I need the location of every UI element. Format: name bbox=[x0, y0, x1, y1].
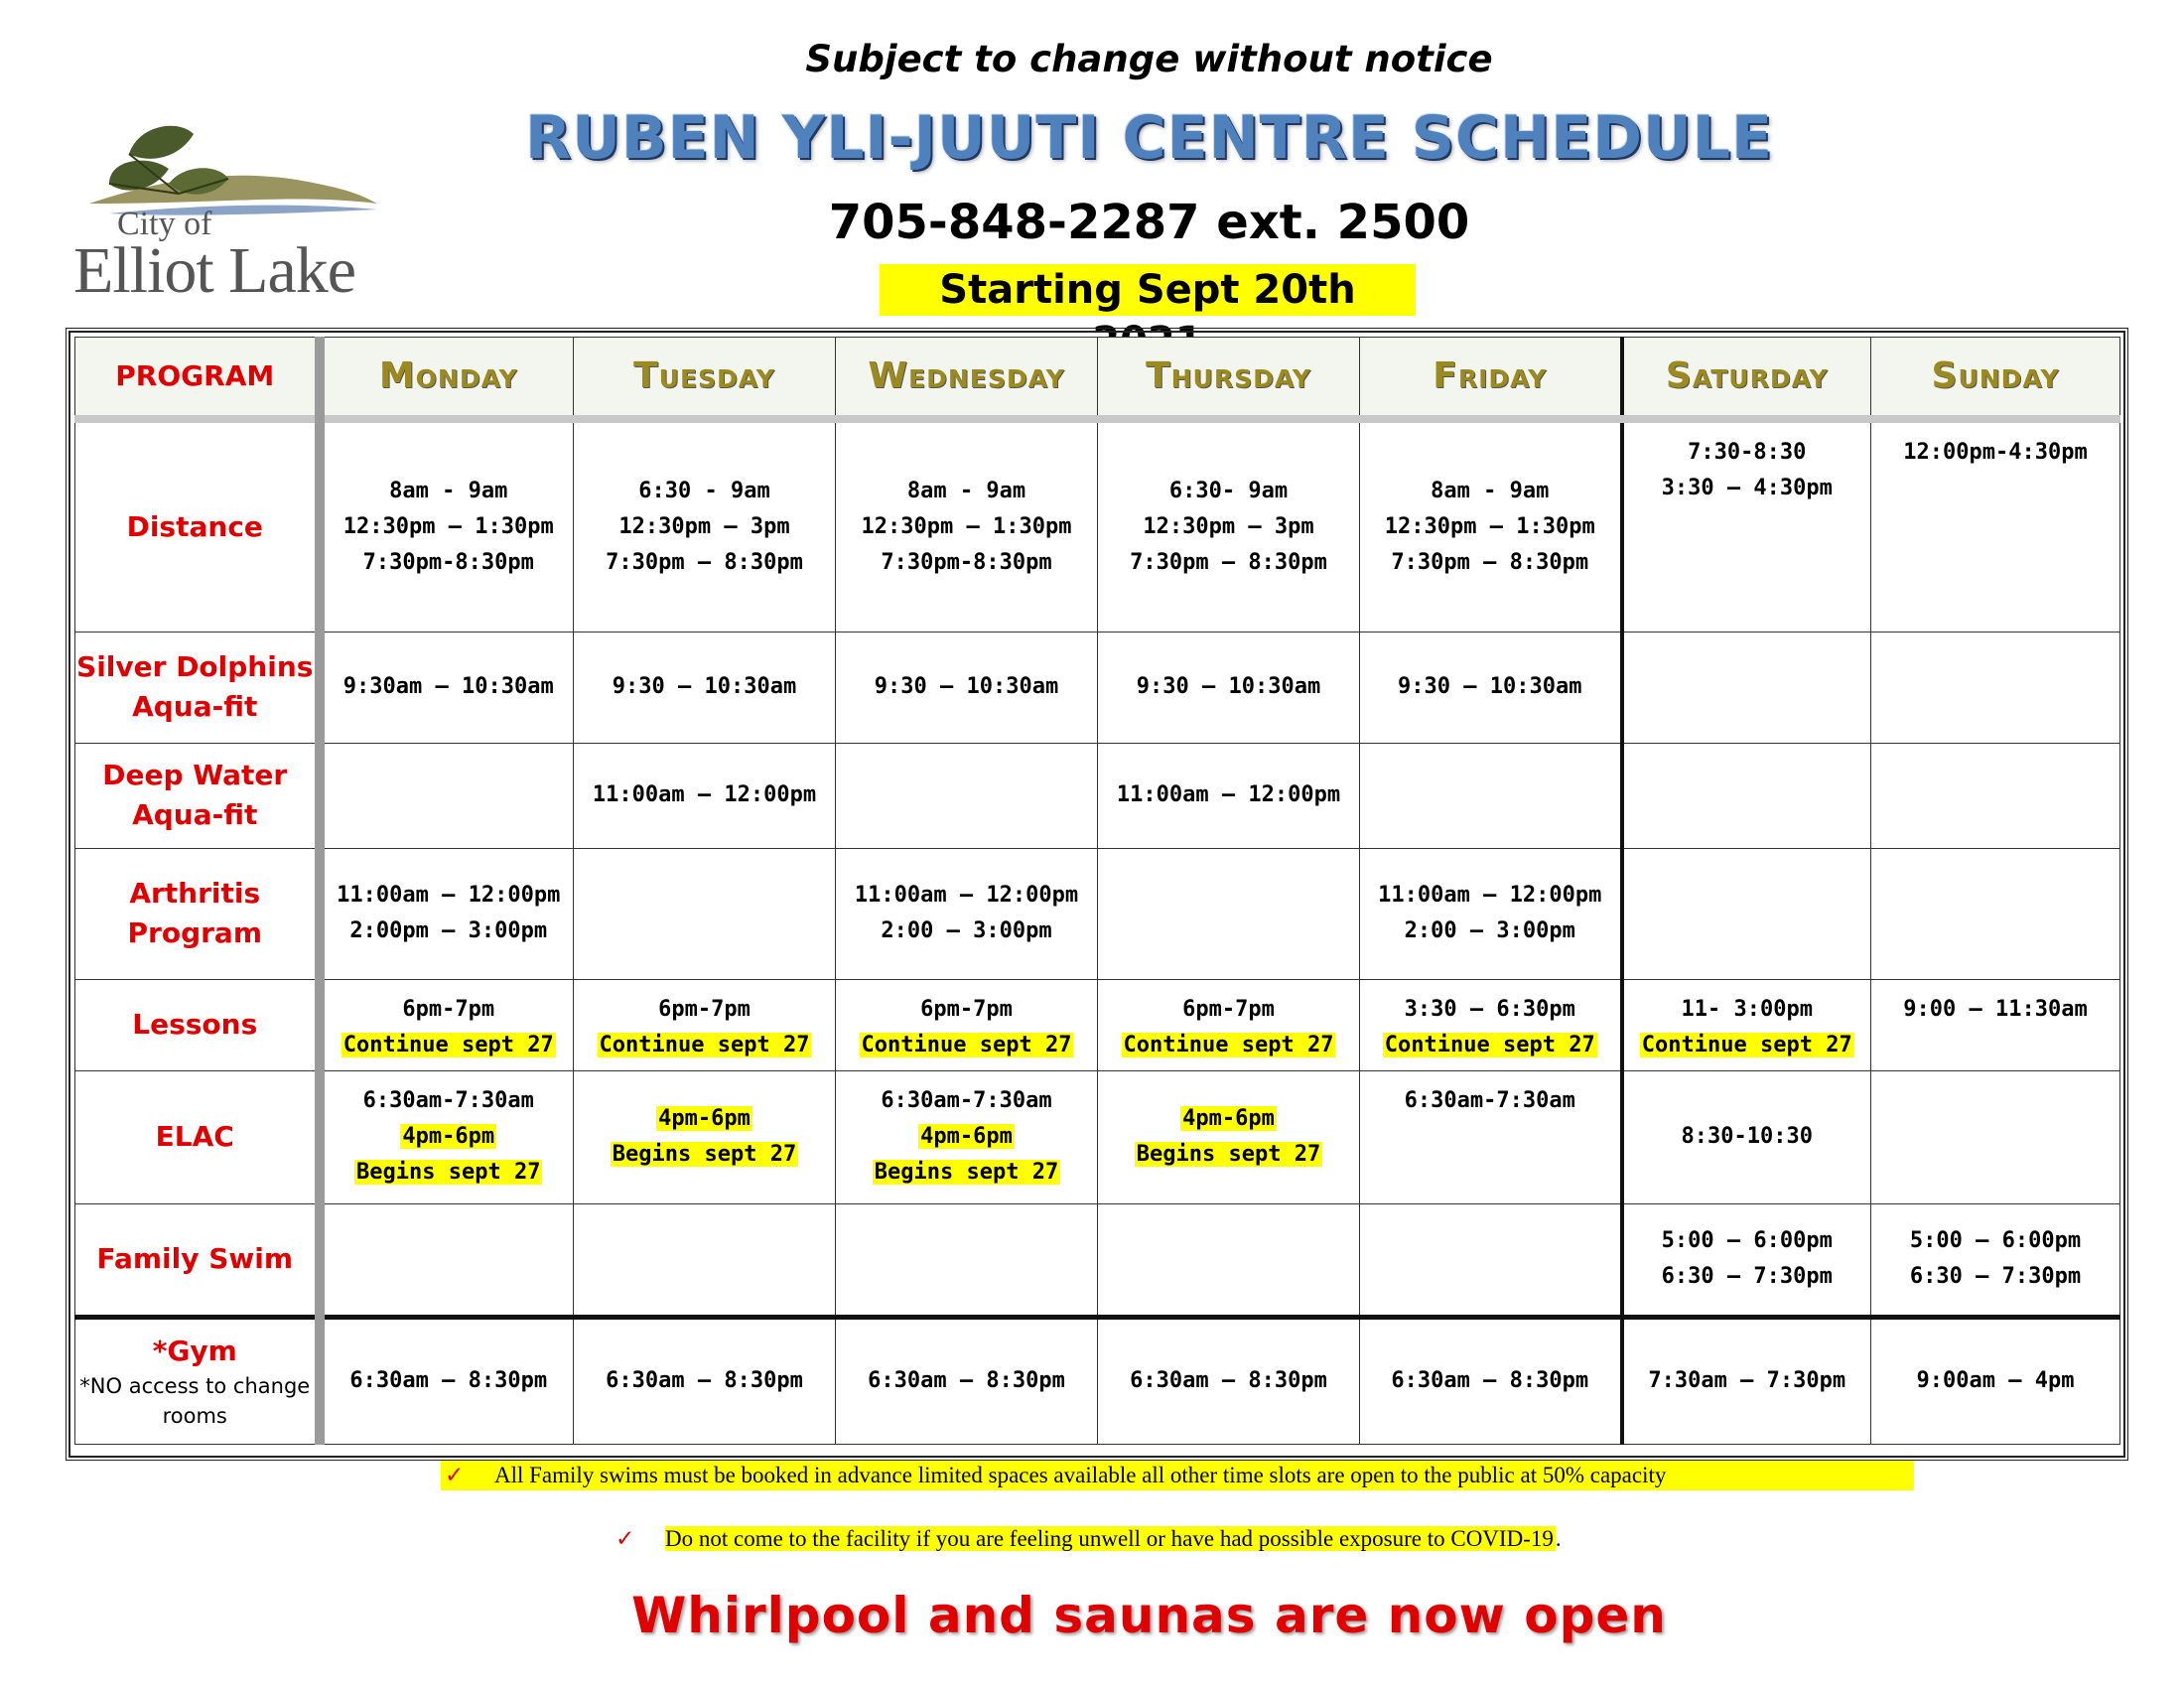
time-slot bbox=[836, 1028, 1097, 1063]
time-slot bbox=[1360, 509, 1620, 545]
schedule-cell bbox=[836, 1203, 1098, 1317]
time-slot bbox=[1098, 1137, 1359, 1173]
day-header-5: Friday bbox=[1360, 338, 1622, 420]
time-slot-text: 3:30 – 6:30pm bbox=[1404, 996, 1575, 1022]
time-slot bbox=[1098, 1363, 1359, 1399]
time-slot bbox=[836, 509, 1097, 545]
time-slot-text: Continue sept 27 bbox=[599, 1032, 810, 1057]
program-label: Family Swim bbox=[96, 1242, 294, 1275]
program-name bbox=[75, 632, 320, 743]
time-slot bbox=[836, 1363, 1097, 1399]
schedule-cell bbox=[320, 743, 574, 848]
program-label: Distance bbox=[126, 509, 263, 543]
checkmark-icon: ✓ bbox=[615, 1526, 635, 1551]
time-slot bbox=[1871, 1363, 2119, 1399]
time-slot bbox=[1360, 992, 1620, 1028]
time-slot-text: 9:30 – 10:30am bbox=[874, 674, 1059, 699]
bullet-text: Do not come to the facility if you are feeling unwell or have had possible exposure to COVID-19 bbox=[665, 1526, 1554, 1551]
table-row bbox=[75, 419, 2120, 632]
time-slot-text: 7:30pm – 8:30pm bbox=[606, 549, 803, 575]
time-slot bbox=[574, 1101, 835, 1137]
time-slot bbox=[836, 914, 1097, 949]
time-slot bbox=[1098, 509, 1359, 545]
program-label: ELAC bbox=[155, 1120, 234, 1153]
time-slot-text: 2:00pm – 3:00pm bbox=[349, 918, 548, 943]
time-slot-text: 8am - 9am bbox=[906, 478, 1026, 503]
time-slot bbox=[1360, 1028, 1620, 1063]
schedule-cell bbox=[574, 1070, 836, 1203]
time-slot bbox=[325, 509, 574, 545]
time-slot-text: Continue sept 27 bbox=[342, 1032, 554, 1057]
time-slot bbox=[1624, 1259, 1871, 1295]
time-slot-text: 6:30am – 8:30pm bbox=[1130, 1368, 1327, 1393]
schedule-cell bbox=[1871, 419, 2120, 632]
time-slot-text: 12:30pm – 1:30pm bbox=[1384, 513, 1595, 539]
time-slot-text: 7:30pm – 8:30pm bbox=[1130, 549, 1327, 575]
program-label: Deep Water Aqua-fit bbox=[102, 759, 288, 831]
time-slot bbox=[1098, 777, 1359, 813]
schedule-cell bbox=[1098, 979, 1360, 1070]
time-slot bbox=[836, 878, 1097, 914]
time-slot bbox=[325, 669, 574, 705]
program-name bbox=[75, 979, 320, 1070]
time-slot bbox=[836, 545, 1097, 581]
time-slot-text: 6:30am – 8:30pm bbox=[868, 1368, 1065, 1393]
time-slot-text: 7:30pm-8:30pm bbox=[881, 549, 1052, 575]
time-slot-text: 6:30 – 7:30pm bbox=[1661, 1264, 1833, 1289]
schedule-cell bbox=[320, 979, 574, 1070]
time-slot-text: 4pm-6pm bbox=[658, 1106, 751, 1131]
time-slot bbox=[574, 992, 835, 1028]
time-slot-text: 9:30 – 10:30am bbox=[612, 674, 797, 699]
schedule-cell bbox=[1622, 1317, 1871, 1444]
time-slot-text: 12:00pm-4:30pm bbox=[1903, 440, 2088, 465]
time-slot-text: 11:00am – 12:00pm bbox=[1378, 883, 1602, 908]
day-header-7: Sunday bbox=[1871, 338, 2120, 420]
time-slot bbox=[1624, 1363, 1871, 1399]
program-name bbox=[75, 1317, 320, 1444]
program-name bbox=[75, 1203, 320, 1317]
time-slot bbox=[1360, 669, 1620, 705]
time-slot-text: 9:30am – 10:30am bbox=[342, 674, 554, 699]
time-slot-text: 6:30am – 8:30pm bbox=[1391, 1368, 1589, 1393]
time-slot-text: 8am - 9am bbox=[1431, 478, 1550, 503]
bullet-family-swim bbox=[441, 1461, 1914, 1490]
time-slot bbox=[1871, 1259, 2119, 1295]
time-slot bbox=[836, 1119, 1097, 1155]
time-slot-text: 8am - 9am bbox=[389, 478, 508, 503]
time-slot bbox=[1360, 1083, 1620, 1119]
schedule-cell bbox=[1622, 848, 1871, 979]
table-row bbox=[75, 979, 2120, 1070]
program-label: Silver Dolphins Aqua-fit bbox=[76, 650, 314, 723]
schedule-cell bbox=[320, 1203, 574, 1317]
schedule-cell bbox=[574, 419, 836, 632]
time-slot-text: 6:30am-7:30am bbox=[362, 1088, 534, 1113]
time-slot bbox=[325, 1083, 574, 1119]
time-slot bbox=[1624, 1223, 1871, 1259]
time-slot-text: 6:30am – 8:30pm bbox=[606, 1368, 803, 1393]
time-slot bbox=[1098, 545, 1359, 581]
time-slot-text: 6pm-7pm bbox=[402, 996, 495, 1022]
schedule-cell bbox=[836, 419, 1098, 632]
schedule-cell bbox=[836, 848, 1098, 979]
time-slot-text: 2:00 – 3:00pm bbox=[881, 918, 1052, 943]
schedule-cell bbox=[1360, 419, 1622, 632]
time-slot bbox=[836, 1155, 1097, 1191]
schedule-cell bbox=[1871, 1203, 2120, 1317]
start-date-banner: Starting Sept 20th bbox=[880, 264, 1416, 316]
program-label: Lessons bbox=[132, 1008, 258, 1041]
schedule-cell bbox=[1622, 979, 1871, 1070]
time-slot-text: 11:00am – 12:00pm bbox=[592, 782, 817, 807]
time-slot bbox=[574, 777, 835, 813]
schedule-cell bbox=[574, 1203, 836, 1317]
time-slot bbox=[574, 1028, 835, 1063]
schedule-cell bbox=[836, 979, 1098, 1070]
time-slot-text: Begins sept 27 bbox=[1136, 1142, 1321, 1167]
time-slot bbox=[325, 992, 574, 1028]
time-slot bbox=[325, 474, 574, 509]
time-slot bbox=[1098, 992, 1359, 1028]
schedule-cell bbox=[1360, 848, 1622, 979]
time-slot-text: Continue sept 27 bbox=[1641, 1032, 1852, 1057]
day-header-3: Wednesday bbox=[836, 338, 1098, 420]
page-title: RUBEN YLI-JUUTI CENTRE SCHEDULE bbox=[525, 103, 1773, 173]
time-slot bbox=[574, 509, 835, 545]
time-slot bbox=[1360, 878, 1620, 914]
program-name bbox=[75, 743, 320, 848]
time-slot-text: 7:30pm-8:30pm bbox=[362, 549, 534, 575]
time-slot-text: 12:30pm – 3pm bbox=[1143, 513, 1314, 539]
program-note: *NO access to change rooms bbox=[79, 1374, 311, 1428]
time-slot bbox=[574, 669, 835, 705]
time-slot bbox=[1360, 545, 1620, 581]
time-slot bbox=[1871, 435, 2119, 471]
schedule-cell bbox=[320, 1070, 574, 1203]
time-slot bbox=[574, 474, 835, 509]
schedule-cell bbox=[1871, 743, 2120, 848]
time-slot-text: 9:30 – 10:30am bbox=[1136, 674, 1321, 699]
schedule-cell bbox=[574, 1317, 836, 1444]
checkmark-icon: ✓ bbox=[445, 1463, 465, 1487]
schedule-cell bbox=[1098, 632, 1360, 743]
schedule-cell bbox=[836, 743, 1098, 848]
program-name bbox=[75, 848, 320, 979]
time-slot-text: 6:30 – 7:30pm bbox=[1909, 1264, 2082, 1289]
time-slot bbox=[1360, 1363, 1620, 1399]
time-slot-text: 11:00am – 12:00pm bbox=[337, 883, 561, 908]
schedule-cell bbox=[1360, 979, 1622, 1070]
schedule-cell bbox=[574, 979, 836, 1070]
time-slot bbox=[1624, 471, 1871, 506]
time-slot bbox=[574, 545, 835, 581]
time-slot-text: 6pm-7pm bbox=[658, 996, 751, 1022]
program-name bbox=[75, 419, 320, 632]
header-row bbox=[75, 338, 2120, 420]
time-slot-text: 4pm-6pm bbox=[402, 1124, 495, 1149]
table-row bbox=[75, 1203, 2120, 1317]
schedule-cell bbox=[1871, 848, 2120, 979]
schedule-cell bbox=[1360, 632, 1622, 743]
schedule-cell bbox=[574, 743, 836, 848]
schedule-cell bbox=[1098, 743, 1360, 848]
time-slot-text: 5:00 – 6:00pm bbox=[1909, 1228, 2082, 1253]
day-header-6: Saturday bbox=[1622, 338, 1871, 420]
time-slot-text: 6:30am – 8:30pm bbox=[349, 1368, 548, 1393]
schedule-cell bbox=[836, 1070, 1098, 1203]
time-slot bbox=[1360, 914, 1620, 949]
schedule-cell bbox=[836, 1317, 1098, 1444]
time-slot-text: 12:30pm – 3pm bbox=[618, 513, 790, 539]
time-slot bbox=[1098, 474, 1359, 509]
schedule-cell bbox=[320, 1317, 574, 1444]
time-slot-text: 6:30 - 9am bbox=[638, 478, 770, 503]
notice-text: Subject to change without notice bbox=[805, 38, 1493, 80]
schedule-cell bbox=[1360, 1317, 1622, 1444]
schedule-cell bbox=[836, 632, 1098, 743]
schedule-table bbox=[74, 337, 2120, 1445]
program-name bbox=[75, 1070, 320, 1203]
time-slot-text: Continue sept 27 bbox=[1384, 1032, 1595, 1057]
schedule-cell bbox=[1622, 419, 1871, 632]
time-slot bbox=[836, 669, 1097, 705]
schedule-cell bbox=[1098, 848, 1360, 979]
table-row bbox=[75, 1070, 2120, 1203]
time-slot bbox=[1624, 1119, 1871, 1155]
schedule-cell bbox=[1360, 1203, 1622, 1317]
time-slot-text: 7:30pm – 8:30pm bbox=[1391, 549, 1589, 575]
day-header-2: Tuesday bbox=[574, 338, 836, 420]
time-slot-text: 11- 3:00pm bbox=[1681, 996, 1813, 1022]
time-slot bbox=[1098, 669, 1359, 705]
schedule-cell bbox=[574, 848, 836, 979]
schedule-cell bbox=[1622, 1203, 1871, 1317]
time-slot-text: 8:30-10:30 bbox=[1681, 1124, 1813, 1149]
time-slot bbox=[325, 1028, 574, 1063]
schedule-cell bbox=[1360, 743, 1622, 848]
time-slot-text: Continue sept 27 bbox=[1123, 1032, 1334, 1057]
time-slot bbox=[325, 914, 574, 949]
time-slot-text: 7:30-8:30 bbox=[1688, 440, 1807, 465]
program-column-header: PROGRAM bbox=[75, 338, 320, 420]
time-slot-text: 12:30pm – 1:30pm bbox=[861, 513, 1072, 539]
time-slot-text: Begins sept 27 bbox=[356, 1160, 541, 1185]
day-header-4: Thursday bbox=[1098, 338, 1360, 420]
schedule-cell bbox=[1098, 1317, 1360, 1444]
time-slot bbox=[325, 1363, 574, 1399]
schedule-cell bbox=[1098, 1070, 1360, 1203]
time-slot bbox=[325, 878, 574, 914]
logo-name-text: Elliot Lake bbox=[73, 234, 356, 307]
schedule-cell bbox=[574, 632, 836, 743]
day-header-1: Monday bbox=[320, 338, 574, 420]
time-slot bbox=[836, 1083, 1097, 1119]
schedule-cell bbox=[320, 848, 574, 979]
time-slot-text: 4pm-6pm bbox=[1182, 1106, 1275, 1131]
schedule-cell bbox=[1622, 632, 1871, 743]
time-slot bbox=[1098, 1101, 1359, 1137]
table-row bbox=[75, 1317, 2120, 1444]
schedule-cell bbox=[1871, 1070, 2120, 1203]
time-slot-text: 12:30pm – 1:30pm bbox=[342, 513, 554, 539]
schedule-cell bbox=[320, 632, 574, 743]
time-slot-text: 5:00 – 6:00pm bbox=[1661, 1228, 1833, 1253]
time-slot-text: 6:30am-7:30am bbox=[881, 1088, 1052, 1113]
time-slot-text: Begins sept 27 bbox=[612, 1142, 797, 1167]
time-slot bbox=[1871, 992, 2119, 1028]
schedule-cell bbox=[320, 419, 574, 632]
time-slot bbox=[574, 1137, 835, 1173]
time-slot bbox=[1624, 992, 1871, 1028]
logo-city-text: City of bbox=[117, 206, 212, 242]
schedule-cell bbox=[1098, 1203, 1360, 1317]
bullet-text: All Family swims must be booked in advance limited spaces available all other time slots are open to the public at 50% capacity bbox=[494, 1463, 1667, 1487]
time-slot bbox=[836, 992, 1097, 1028]
schedule-cell bbox=[1098, 419, 1360, 632]
time-slot bbox=[836, 474, 1097, 509]
time-slot-text: Begins sept 27 bbox=[874, 1160, 1059, 1185]
program-label: Arthritis Program bbox=[127, 877, 262, 949]
time-slot-text: 9:00am – 4pm bbox=[1916, 1368, 2075, 1393]
schedule-cell bbox=[1622, 743, 1871, 848]
time-slot-text: 3:30 – 4:30pm bbox=[1661, 476, 1833, 500]
time-slot-text: 2:00 – 3:00pm bbox=[1404, 918, 1575, 943]
time-slot bbox=[574, 1363, 835, 1399]
time-slot-text: 7:30am – 7:30pm bbox=[1648, 1368, 1846, 1393]
time-slot-text: 6pm-7pm bbox=[1182, 996, 1275, 1022]
time-slot-text: 11:00am – 12:00pm bbox=[1116, 782, 1341, 807]
footer-announcement: Whirlpool and saunas are now open bbox=[631, 1587, 1667, 1644]
schedule-cell bbox=[1871, 1317, 2120, 1444]
time-slot bbox=[1624, 1028, 1871, 1063]
time-slot-text: 9:30 – 10:30am bbox=[1398, 674, 1582, 699]
time-slot-text: 11:00am – 12:00pm bbox=[854, 883, 1079, 908]
time-slot bbox=[325, 545, 574, 581]
time-slot bbox=[1360, 474, 1620, 509]
schedule-cell bbox=[1871, 632, 2120, 743]
bullet-covid: ✓ Do not come to the facility if you are feeling unwell or have had possible exposure to COVID-19. bbox=[612, 1524, 1562, 1554]
table-row bbox=[75, 848, 2120, 979]
table-row bbox=[75, 632, 2120, 743]
time-slot bbox=[325, 1155, 574, 1191]
schedule-cell bbox=[1360, 1070, 1622, 1203]
time-slot-text: 9:00 – 11:30am bbox=[1903, 996, 2088, 1022]
time-slot-text: Continue sept 27 bbox=[861, 1032, 1072, 1057]
time-slot-text: 6:30- 9am bbox=[1168, 478, 1289, 503]
table-row bbox=[75, 743, 2120, 848]
time-slot-text: 6:30am-7:30am bbox=[1404, 1087, 1575, 1113]
schedule-cell bbox=[1622, 1070, 1871, 1203]
time-slot-text: 6pm-7pm bbox=[920, 996, 1013, 1022]
schedule-table-frame bbox=[68, 331, 2125, 1458]
time-slot bbox=[1624, 435, 1871, 471]
phone-number: 705-848-2287 ext. 2500 bbox=[828, 195, 1470, 250]
time-slot-text: 4pm-6pm bbox=[920, 1124, 1013, 1149]
schedule-cell bbox=[1871, 979, 2120, 1070]
time-slot bbox=[1871, 1223, 2119, 1259]
time-slot bbox=[325, 1119, 574, 1155]
time-slot bbox=[1098, 1028, 1359, 1063]
program-label: *Gym bbox=[152, 1335, 237, 1367]
